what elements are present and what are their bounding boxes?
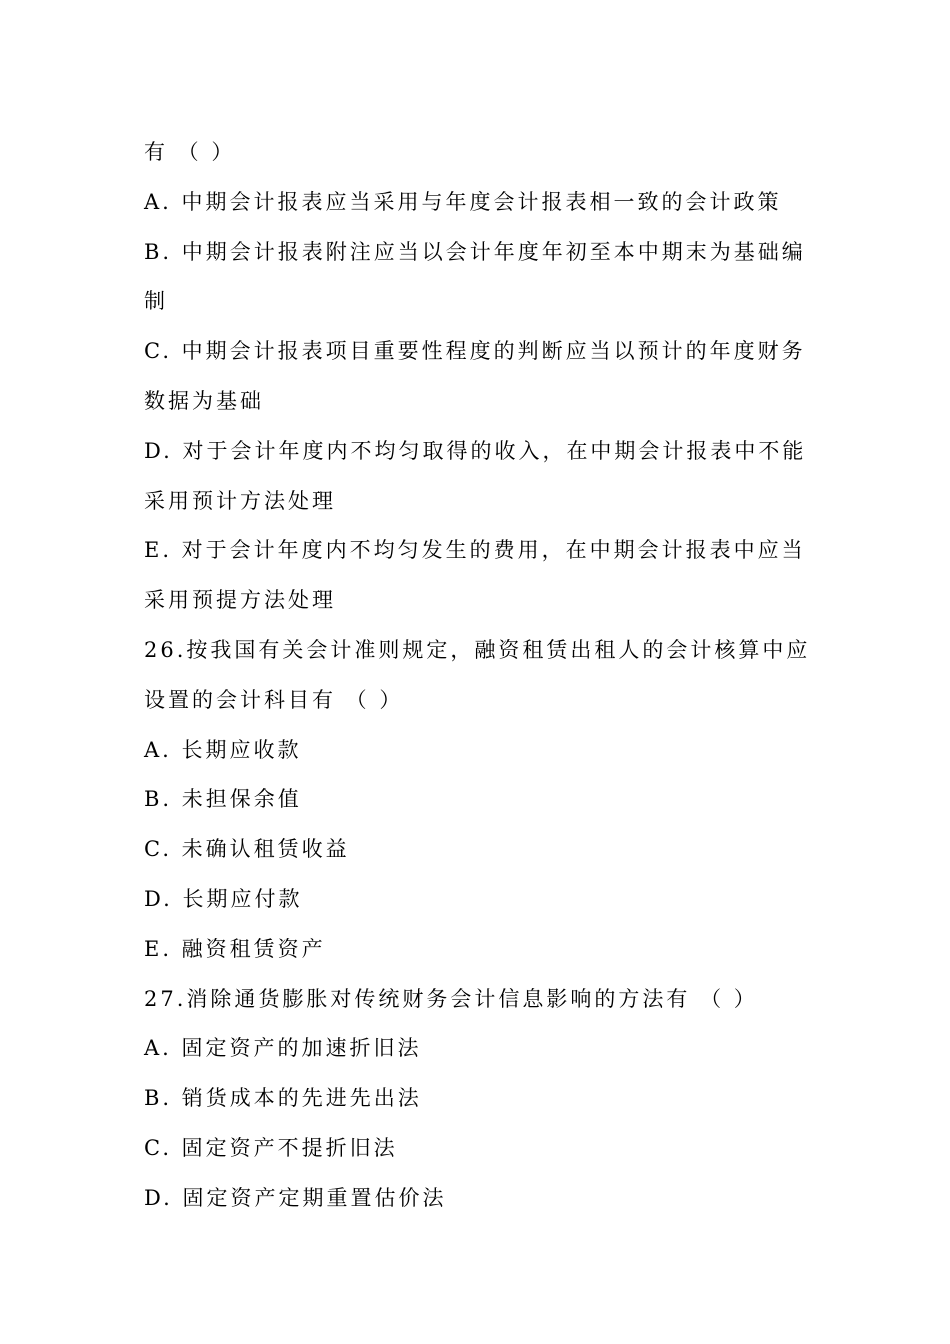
q26-option-e: E. 融资租赁资产 <box>144 936 326 961</box>
q27-option-a: A. 固定资产的加速折旧法 <box>144 1036 422 1061</box>
q26-option-c: C. 未确认租赁收益 <box>144 837 350 862</box>
question-26-cont: 设置的会计科目有 （ ） <box>144 687 404 712</box>
text-body <box>144 128 824 1224</box>
question-27: 27.消除通货膨胀对传统财务会计信息影响的方法有 （ ） <box>144 986 758 1011</box>
q25-option-d: D. 对于会计年度内不均匀取得的收入，在中期会计报表中不能 <box>144 438 807 463</box>
q27-option-b: B. 销货成本的先进先出法 <box>144 1086 422 1111</box>
q25-option-c-cont: 数据为基础 <box>144 388 264 413</box>
q25-option-a: A. 中期会计报表应当采用与年度会计报表相一致的会计政策 <box>144 189 782 214</box>
q25-option-b: B. 中期会计报表附注应当以会计年度年初至本中期末为基础编 <box>144 239 806 264</box>
q25-option-c: C. 中期会计报表项目重要性程度的判断应当以预计的年度财务 <box>144 339 806 364</box>
q27-option-c: C. 固定资产不提折旧法 <box>144 1135 398 1160</box>
q26-option-a: A. 长期应收款 <box>144 737 302 762</box>
q25-option-e-cont: 采用预提方法处理 <box>144 588 336 613</box>
q27-option-d: D. 固定资产定期重置估价法 <box>144 1185 447 1210</box>
q26-option-b: B. 未担保余值 <box>144 787 302 812</box>
q25-option-e: E. 对于会计年度内不均匀发生的费用，在中期会计报表中应当 <box>144 538 806 563</box>
q26-option-d: D. 长期应付款 <box>144 886 303 911</box>
question-25-continuation: 有 （ ） <box>144 140 236 164</box>
question-26: 26.按我国有关会计准则规定，融资租赁出租人的会计核算中应 <box>144 637 811 662</box>
q25-option-b-cont: 制 <box>144 289 168 314</box>
q25-option-d-cont: 采用预计方法处理 <box>144 488 336 513</box>
